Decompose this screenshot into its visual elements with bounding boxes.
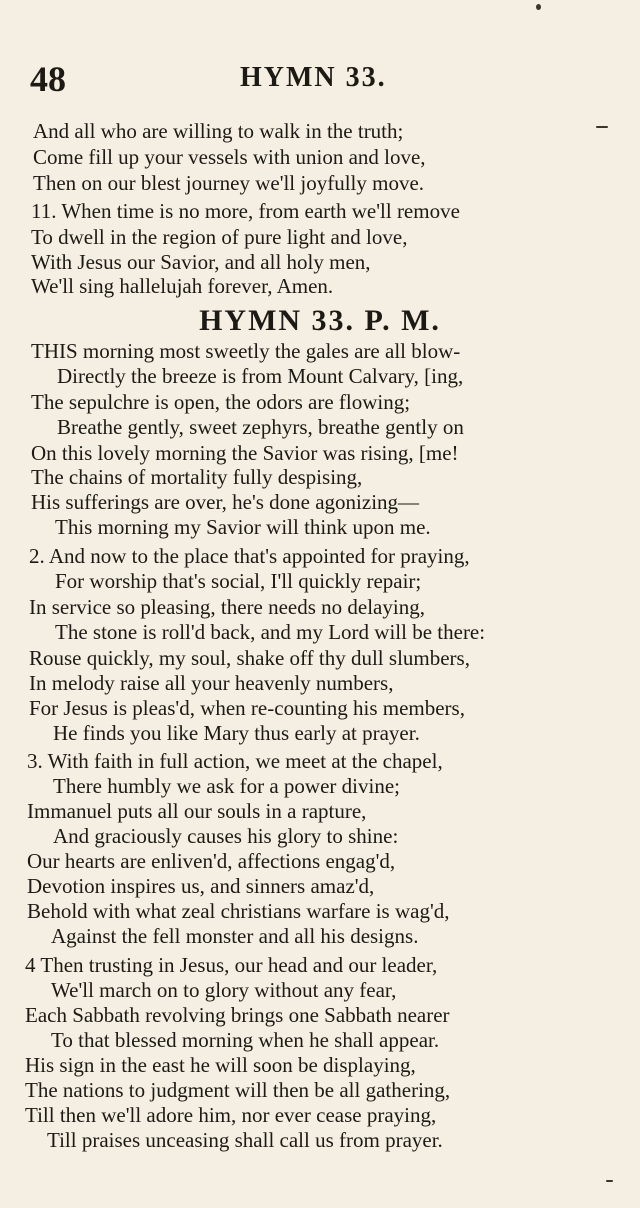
verse-line: Then on our blest journey we'll joyfully move.: [33, 171, 425, 195]
verse-line: And graciously causes his glory to shine:: [53, 824, 399, 848]
verse-line: Immanuel puts all our souls in a rapture,: [27, 799, 367, 823]
verse-line: In melody raise all your heavenly numbers,: [29, 671, 394, 695]
verse-line: Breathe gently, sweet zephyrs, breathe gently on: [57, 415, 464, 439]
verse-line: The chains of mortality fully despising,: [31, 465, 363, 489]
verse-line: Rouse quickly, my soul, shake off thy dull slumbers,: [29, 646, 470, 670]
ink-speck: [536, 4, 541, 10]
verse-line: The sepulchre is open, the odors are flowing;: [31, 390, 411, 414]
verse-line: 11. When time is no more, from earth we'll remove: [31, 199, 460, 223]
verse-line: We'll sing hallelujah forever, Amen.: [31, 274, 334, 298]
verse-line: With Jesus our Savior, and all holy men,: [31, 250, 371, 274]
ink-speck: [606, 1180, 613, 1182]
verse-line: We'll march on to glory without any fear,: [51, 978, 397, 1002]
verse-line: Till praises unceasing shall call us from prayer.: [47, 1128, 443, 1152]
verse-line: 4 Then trusting in Jesus, our head and our leader,: [25, 953, 438, 977]
verse-line: His sufferings are over, he's done agonizing—: [31, 490, 420, 514]
page-header: [30, 58, 610, 98]
verse-line: Till then we'll adore him, nor ever cease praying,: [25, 1103, 437, 1127]
verse-line: Devotion inspires us, and sinners amaz'd,: [27, 874, 375, 898]
running-head: HYMN 33.: [240, 62, 387, 93]
verse-line: Each Sabbath revolving brings one Sabbath nearer: [25, 1003, 450, 1027]
verse-line: The stone is roll'd back, and my Lord will be there:: [55, 620, 486, 644]
hymn-title: HYMN 33. P. M.: [199, 304, 441, 337]
verse-line: This morning my Savior will think upon me.: [55, 515, 431, 539]
verse-line: To that blessed morning when he shall appear.: [51, 1028, 440, 1052]
verse-line: And all who are willing to walk in the truth;: [33, 119, 404, 143]
verse-line: The nations to judgment will then be all gathering,: [25, 1078, 451, 1102]
verse-line: On this lovely morning the Savior was rising, [me!: [31, 441, 459, 465]
verse-line: There humbly we ask for a power divine;: [53, 774, 400, 798]
verse-line: For Jesus is pleas'd, when re-counting his members,: [29, 696, 465, 720]
verse-line: For worship that's social, I'll quickly repair;: [55, 569, 422, 593]
ink-speck: [596, 126, 608, 128]
verse-line: THIS morning most sweetly the gales are all blow-: [31, 339, 461, 363]
verse-line: Behold with what zeal christians warfare is wag'd,: [27, 899, 450, 923]
verse-line: Against the fell monster and all his designs.: [51, 924, 419, 948]
verse-line: To dwell in the region of pure light and love,: [31, 225, 408, 249]
verse-line: 3. With faith in full action, we meet at the chapel,: [27, 749, 443, 773]
verse-line: Directly the breeze is from Mount Calvary, [ing,: [57, 364, 464, 388]
verse-line: In service so pleasing, there needs no delaying,: [29, 595, 425, 619]
verse-line: Our hearts are enliven'd, affections engag'd,: [27, 849, 396, 873]
verse-line: His sign in the east he will soon be displaying,: [25, 1053, 416, 1077]
verse-line: 2. And now to the place that's appointed for praying,: [29, 544, 470, 568]
verse-line: Come fill up your vessels with union and love,: [33, 145, 426, 169]
page-number: 48: [30, 59, 66, 99]
verse-line: He finds you like Mary thus early at prayer.: [53, 721, 420, 745]
